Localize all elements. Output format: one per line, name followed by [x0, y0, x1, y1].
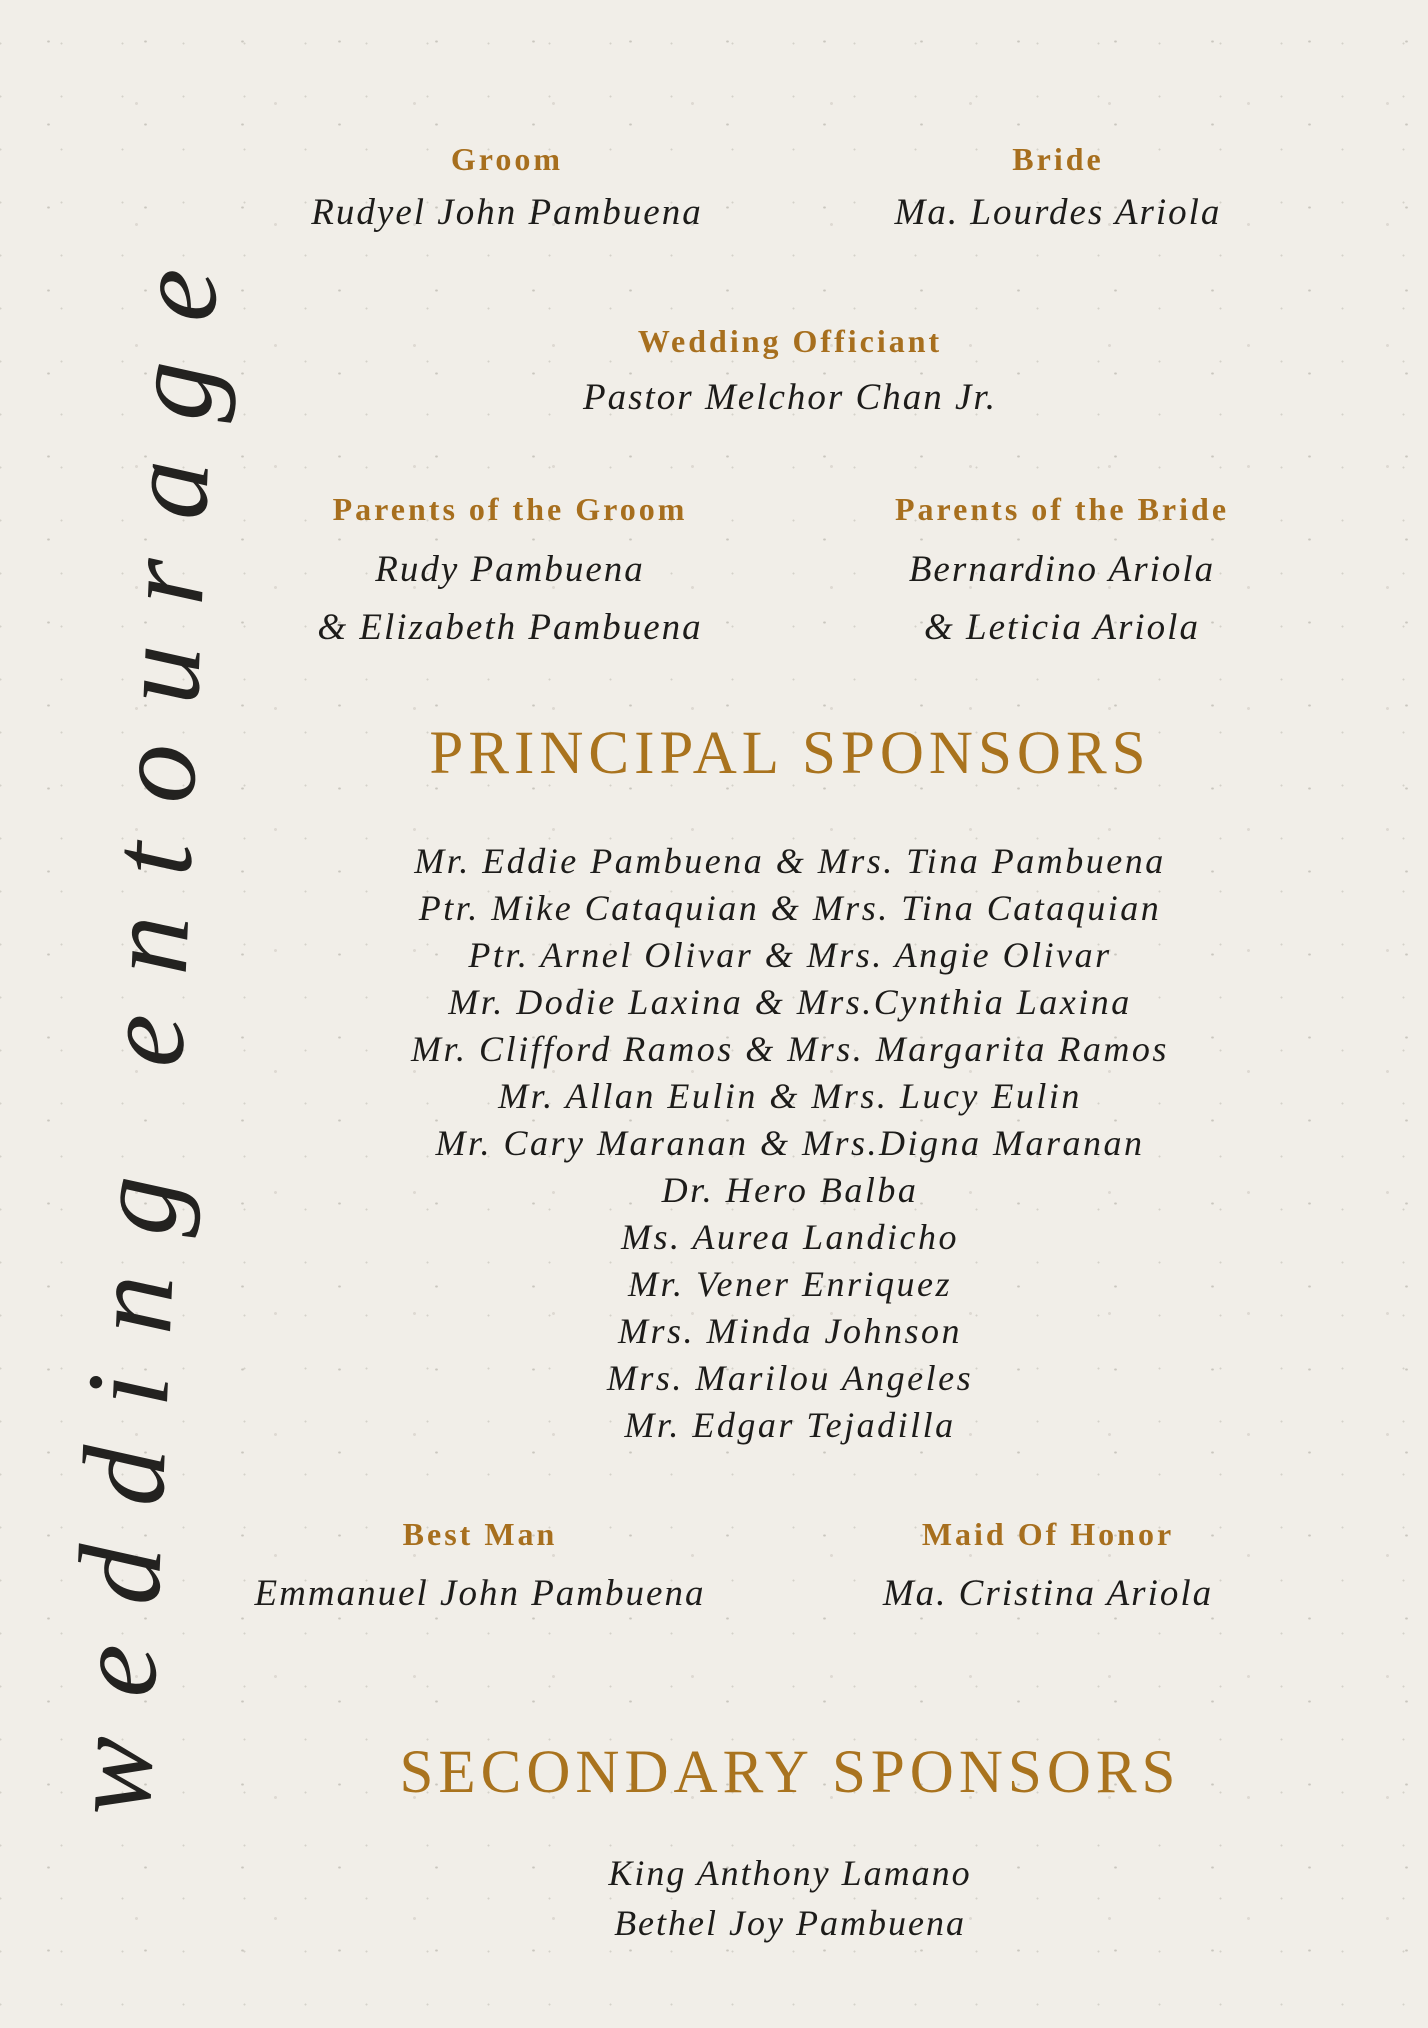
sponsor-name: King Anthony Lamano	[608, 1853, 972, 1893]
sponsor-name: Ptr. Arnel Olivar & Mrs. Angie Olivar	[468, 935, 1112, 975]
officiant-name: Pastor Melchor Chan Jr.	[583, 377, 997, 418]
sponsor-name: Mrs. Marilou Angeles	[606, 1358, 974, 1398]
sponsor-name: Mr. Vener Enriquez	[628, 1264, 952, 1304]
best-man-name: Emmanuel John Pambuena	[254, 1573, 706, 1614]
maid-of-honor-label: Maid Of Honor	[921, 1516, 1175, 1552]
groom-name: Rudyel John Pambuena	[311, 192, 703, 233]
parents-of-bride-label: Parents of the Bride	[894, 491, 1230, 527]
principal-sponsors-list	[290, 838, 1290, 1449]
parents-of-groom-label: Parents of the Groom	[332, 491, 688, 527]
best-man-label: Best Man	[402, 1516, 558, 1552]
bride-label: Bride	[1012, 141, 1104, 177]
sponsor-name: Bethel Joy Pambuena	[614, 1903, 966, 1943]
sponsor-name: Mr. Allan Eulin & Mrs. Lucy Eulin	[498, 1076, 1082, 1116]
parents-of-groom-name-1: Rudy Pambuena	[375, 549, 645, 590]
parents-of-groom-name-2: & Elizabeth Pambuena	[317, 607, 703, 648]
sponsor-name: Mr. Dodie Laxina & Mrs.Cynthia Laxina	[448, 982, 1132, 1022]
groom-label: Groom	[450, 141, 564, 177]
sponsor-name: Mr. Edgar Tejadilla	[624, 1405, 956, 1445]
maid-of-honor-name: Ma. Cristina Ariola	[882, 1573, 1214, 1614]
script-side-title: wedding entourage	[43, 226, 245, 1819]
sponsor-name: Mr. Clifford Ramos & Mrs. Margarita Ramos	[411, 1029, 1169, 1069]
sponsor-name: Mr. Eddie Pambuena & Mrs. Tina Pambuena	[414, 841, 1166, 881]
bride-name: Ma. Lourdes Ariola	[894, 192, 1222, 233]
sponsor-name: Mr. Cary Maranan & Mrs.Digna Maranan	[435, 1123, 1145, 1163]
secondary-sponsors-title: SECONDARY SPONSORS	[399, 1739, 1181, 1806]
parents-of-bride-name-2: & Leticia Ariola	[924, 607, 1200, 648]
secondary-sponsors-list	[290, 1848, 1290, 1948]
sponsor-name: Mrs. Minda Johnson	[618, 1311, 962, 1351]
officiant-label: Wedding Officiant	[637, 323, 943, 359]
principal-sponsors-title: PRINCIPAL SPONSORS	[429, 720, 1151, 787]
sponsor-name: Ms. Aurea Landicho	[621, 1217, 959, 1257]
sponsor-name: Dr. Hero Balba	[661, 1170, 919, 1210]
parents-of-bride-name-1: Bernardino Ariola	[908, 549, 1216, 590]
sponsor-name: Ptr. Mike Cataquian & Mrs. Tina Cataquian	[418, 888, 1162, 928]
